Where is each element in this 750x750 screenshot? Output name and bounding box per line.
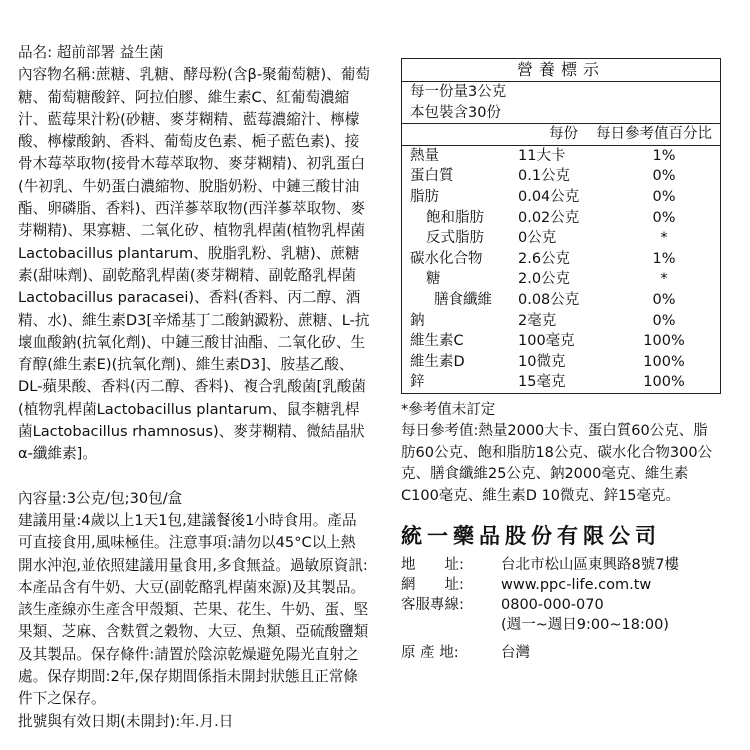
- nutrient-amount: 100毫克: [518, 333, 575, 350]
- nutrition-title: 營養標示: [402, 59, 720, 82]
- address-row: [401, 555, 721, 575]
- nutrient-daily-value: 0%: [652, 168, 676, 185]
- nutrient-amount: 2.6公克: [518, 250, 571, 267]
- nutrient-name: 鈉: [410, 312, 425, 329]
- company-info: [401, 555, 721, 663]
- nutrient-name: 維生素C: [410, 333, 464, 350]
- nutrient-amount: 0.1公克: [518, 168, 571, 185]
- nutrient-name: 碳水化合物: [410, 250, 483, 267]
- nutrient-name: 鋅: [410, 374, 425, 391]
- website-row: [401, 575, 721, 595]
- nutrient-amount: 2毫克: [518, 312, 557, 329]
- nutrient-daily-value: 0%: [652, 291, 676, 308]
- nutrition-row: [402, 208, 720, 229]
- website-label: 網 址:: [401, 577, 464, 594]
- nutrient-daily-value: 100%: [643, 333, 685, 350]
- nutrient-name: 蛋白質: [410, 168, 454, 185]
- hotline-row: [401, 595, 721, 615]
- nutrient-amount: 0.02公克: [518, 209, 580, 226]
- nutrient-daily-value: *: [660, 230, 668, 247]
- nutrition-rows: [402, 146, 720, 393]
- nutrition-row: [402, 228, 720, 249]
- nutrition-row: [402, 372, 720, 393]
- hotline-label: 客服專線:: [401, 597, 464, 614]
- nutrient-name: 維生素D: [410, 353, 465, 370]
- spacer: [18, 466, 370, 488]
- nutrient-amount: 0.08公克: [518, 291, 580, 308]
- nutrient-name: 熱量: [410, 147, 439, 164]
- nutrition-row: [402, 352, 720, 373]
- right-column: [401, 58, 721, 663]
- nutrition-facts-table: [401, 58, 721, 394]
- company-name: 統一藥品股份有限公司: [401, 524, 661, 549]
- nutrient-amount: 11大卡: [518, 147, 566, 164]
- origin-label: 原 產 地:: [401, 645, 459, 662]
- nutrition-row: [402, 311, 720, 332]
- nutrition-row: [402, 146, 720, 167]
- nutrition-row: [402, 331, 720, 352]
- nutrient-daily-value: 0%: [652, 312, 676, 329]
- nutrient-amount: 10微克: [518, 353, 566, 370]
- nutrient-amount: 0公克: [518, 230, 557, 247]
- nutrition-row: [402, 187, 720, 208]
- service-hours: (週一~週日9:00~18:00): [501, 617, 669, 634]
- header-per-serving: 每份: [549, 126, 578, 143]
- origin-value: 台灣: [501, 645, 530, 662]
- content-amount: 內容量:3公克/包;30包/盒: [18, 489, 183, 507]
- ingredients-list: 內容物名稱:蔗糖、乳糖、酵母粉(含β-聚葡萄糖)、葡萄糖、葡萄糖酸鋅、阿拉伯膠、維生素C、紅葡萄濃縮汁、藍莓果汁粉(砂糖、麥芽糊精、藍莓濃縮汁、檸檬酸、檸檬酸鈉、香料、葡萄皮色素、梔子藍色素)、接骨木莓萃取物(接骨木莓萃取物、麥芽糊精)、初乳蛋白(牛初乳、牛奶蛋白濃縮物、脫脂奶粉、中鏈三酸甘油酯、卵磷脂、香料)、西洋蔘萃取物(西洋蔘萃取物、麥芽糊精)、果寡糖、二氧化矽、植物乳桿菌(植物乳桿菌 Lactobacillus plantarum、脫脂乳粉、乳糖)、蔗糖素(甜味劑)、副乾酪乳桿菌(麥芽糊精、副乾酪乳桿菌 Lactobacillus paracasei)、香料(香料、丙二醇、酒精、水)、維生素D3[辛烯基丁二酸鈉澱粉、蔗糖、L-抗壞血酸鈉(抗氧化劑)、中鏈三酸甘油酯、二氧化矽、生育醇(維生素E)(抗氧化劑)、維生素D3]、胺基乙酸、DL-蘋果酸、香料(丙二醇、香料)、複合乳酸菌[乳酸菌(植物乳桿菌Lactobacillus plantarum、鼠李糖乳桿菌Lactobacillus rhamnosus)、麥芽糊精、微結晶狀α-纖維素]。: [18, 66, 370, 463]
- product-name: 品名: 超前部署 益生菌: [18, 44, 164, 61]
- nutrient-amount: 2.0公克: [518, 271, 571, 288]
- address-value: 台北市松山區東興路8號7樓: [501, 557, 679, 574]
- nutrition-header-row: [402, 124, 720, 146]
- nutrient-name: 反式脂肪: [426, 230, 484, 247]
- label-text-block: [18, 42, 370, 733]
- nutrient-name: 飽和脂肪: [426, 209, 484, 226]
- nutrient-daily-value: 0%: [652, 188, 676, 205]
- nutrition-note: [401, 400, 721, 508]
- nutrient-name: 膳食纖維: [434, 291, 492, 308]
- batch-expiry: 批號與有效日期(未開封):年.月.日: [18, 712, 234, 730]
- nutrient-name: 脂肪: [410, 188, 439, 205]
- usage-and-storage: 建議用量:4歲以上1天1包,建議餐後1小時食用。產品可直接食用,風味極佳。注意事項:請勿以45°C以上熱開水沖泡,並依照建議用量食用,多食無益。過敏原資訊:本產品含有牛奶、大豆(副乾酪乳桿菌來源)及其製品。該生產線亦生產含甲殼類、芒果、花生、牛奶、蛋、堅果類、芝麻、含麩質之穀物、大豆、魚類、亞硫酸鹽類及其製品。保存條件:請置於陰涼乾燥避免陽光直射之處。保存期間:2年,保存期間係指未開封狀態且正常條件下之保存。: [18, 511, 369, 708]
- nutrient-amount: 15毫克: [518, 374, 566, 391]
- nutrient-daily-value: 100%: [643, 353, 685, 370]
- servings-per-pack: 本包裝含30份: [402, 103, 720, 125]
- note-title: *參考值未訂定: [401, 401, 496, 418]
- website-link[interactable]: www.ppc-life.com.tw: [501, 577, 652, 594]
- nutrient-daily-value: 1%: [652, 147, 676, 164]
- header-daily-value: 每日參考值百分比: [596, 126, 712, 143]
- note-text: 每日參考值:熱量2000大卡、蛋白質60公克、脂肪60公克、飽和脂肪18公克、碳水化合物300公克、膳食纖維25公克、鈉2000毫克、維生素C100毫克、維生素D 10微克、鋅15毫克。: [401, 423, 713, 504]
- nutrition-row: [402, 269, 720, 290]
- address-label: 地 址:: [401, 557, 464, 574]
- nutrition-row: [402, 249, 720, 270]
- nutrient-daily-value: 1%: [652, 250, 676, 267]
- nutrition-row: [402, 166, 720, 187]
- nutrition-row: [402, 290, 720, 311]
- origin-row: [401, 643, 721, 663]
- serving-size: 每一份量3公克: [410, 84, 507, 100]
- nutrient-daily-value: 0%: [652, 209, 676, 226]
- nutrient-daily-value: 100%: [643, 374, 685, 391]
- nutrient-amount: 0.04公克: [518, 188, 580, 205]
- nutrient-daily-value: *: [660, 271, 668, 288]
- header-blank: [402, 124, 500, 145]
- nutrient-name: 糖: [426, 271, 441, 288]
- hotline-value: 0800-000-070: [501, 597, 604, 614]
